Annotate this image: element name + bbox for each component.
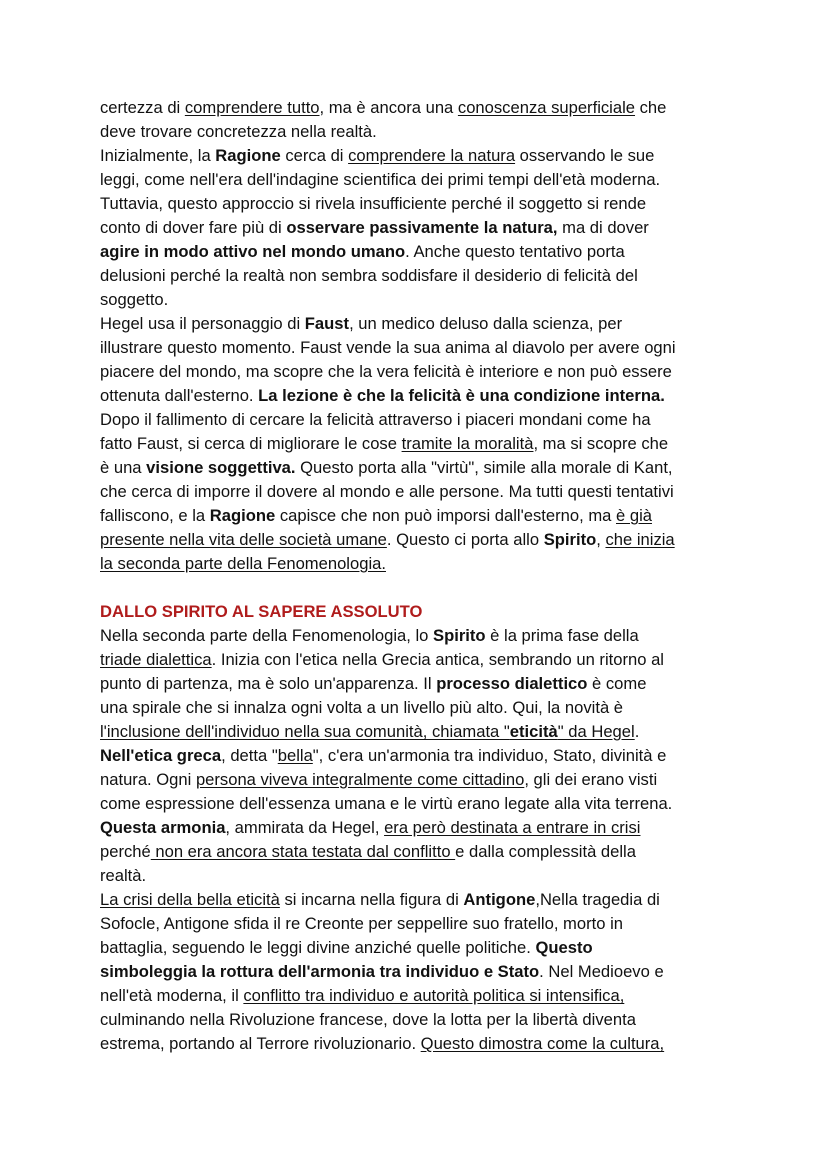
text-line — [100, 144, 740, 168]
bold-text: Faust — [304, 314, 350, 333]
text-run: ,Nella tragedia di — [535, 890, 660, 909]
text-run: ottenuta dall'esterno. — [100, 386, 259, 405]
text-run: è una — [100, 458, 147, 477]
underlined-text: che inizia — [605, 530, 675, 549]
text-run: , ammirata da Hegel, — [225, 818, 385, 837]
text-run: perché — [100, 842, 151, 861]
text-line — [100, 744, 740, 768]
text-line — [100, 408, 740, 432]
underlined-text: triade dialettica — [100, 650, 212, 669]
bold-text: agire in modo attivo nel mondo umano — [100, 242, 406, 261]
text-run: Questo porta alla "virtù", simile alla morale di Kant, — [295, 458, 673, 477]
underlined-text: è già — [616, 506, 652, 525]
text-run: Sofocle, Antigone sfida il re Creonte per seppellire suo fratello, morto in — [100, 914, 623, 933]
text-run: e dalla complessità della — [455, 842, 636, 861]
text-run: , gli dei erano visti — [524, 770, 658, 789]
text-run: estrema, portando al Terrore rivoluzionario. — [100, 1034, 421, 1053]
text-run: una spirale che si innalza ogni volta a un livello più alto. Qui, la novità è — [100, 698, 624, 717]
text-line — [100, 864, 740, 888]
text-run: è la prima fase della — [485, 626, 639, 645]
document-page — [100, 96, 740, 1056]
bold-text: Ragione — [209, 506, 276, 525]
text-line — [100, 312, 740, 336]
bold-text: osservare passivamente la natura, — [286, 218, 558, 237]
text-run: ", c'era un'armonia tra individuo, Stato, divinità e — [312, 746, 667, 765]
underlined-text: tramite la moralità — [401, 434, 534, 453]
bold-text: Spirito — [543, 530, 597, 549]
text-run: Inizialmente, la — [100, 146, 216, 165]
text-run: ma di dover — [557, 218, 649, 237]
text-run: realtà. — [100, 866, 147, 885]
bold-text: Nell'etica greca — [100, 746, 222, 765]
bold-text: Ragione — [215, 146, 281, 165]
text-line — [100, 192, 740, 216]
text-line — [100, 480, 740, 504]
text-run: nell'età moderna, il — [100, 986, 244, 1005]
underlined-text: era però destinata a entrare in crisi — [384, 818, 641, 837]
bold-text: Questo — [535, 938, 593, 957]
text-run: osservando le sue — [515, 146, 655, 165]
text-line — [100, 816, 740, 840]
text-line — [100, 288, 740, 312]
text-line — [100, 600, 740, 624]
underlined-text: conflitto tra individuo e autorità politica si intensifica, — [243, 986, 625, 1005]
text-line — [100, 384, 740, 408]
text-run: , ma si scopre che — [533, 434, 669, 453]
bold-text: simboleggia la rottura dell'armonia tra individuo e Stato — [100, 962, 540, 981]
text-line — [100, 648, 740, 672]
bold-underlined-text: eticità — [509, 722, 558, 741]
underlined-text: " da Hegel — [557, 722, 635, 741]
text-run: battaglia, seguendo le leggi divine anziché quelle politiche. — [100, 938, 536, 957]
text-run: Tuttavia, questo approccio si rivela insufficiente perché il soggetto si rende — [100, 194, 647, 213]
text-line — [100, 1032, 740, 1056]
text-run: , un medico deluso dalla scienza, per — [349, 314, 623, 333]
text-run: . Anche questo tentativo porta — [405, 242, 625, 261]
text-line — [100, 912, 740, 936]
bold-text: Antigone — [463, 890, 536, 909]
text-run: leggi, come nell'era dell'indagine scientifica dei primi tempi dell'età moderna. — [100, 170, 661, 189]
text-run: piacere del mondo, ma scopre che la vera felicità è interiore e non può essere — [100, 362, 672, 381]
text-line — [100, 936, 740, 960]
text-line — [100, 888, 740, 912]
underlined-text: comprendere la natura — [348, 146, 516, 165]
text-line — [100, 624, 740, 648]
text-run: falliscono, e la — [100, 506, 210, 525]
text-run: punto di partenza, ma è solo un'apparenza. Il — [100, 674, 437, 693]
text-run: natura. Ogni — [100, 770, 196, 789]
text-run: soggetto. — [100, 290, 169, 309]
text-line — [100, 456, 740, 480]
text-run: fatto Faust, si cerca di migliorare le cose — [100, 434, 402, 453]
underlined-text: l'inclusione dell'individuo nella sua comunità, chiamata " — [100, 722, 510, 741]
text-line — [100, 168, 740, 192]
text-run: delusioni perché la realtà non sembra soddisfare il desiderio di felicità del — [100, 266, 638, 285]
underlined-text: presente nella vita delle società umane — [100, 530, 387, 549]
text-run: culminando nella Rivoluzione francese, dove la lotta per la libertà diventa — [100, 1010, 636, 1029]
text-run: , ma è ancora una — [319, 98, 458, 117]
text-line — [100, 768, 740, 792]
bold-text: visione soggettiva. — [146, 458, 296, 477]
text-run: certezza di — [100, 98, 185, 117]
underlined-text: Questo dimostra come la cultura, — [420, 1034, 665, 1053]
bold-text: La lezione è che la felicità è una condizione interna. — [258, 386, 665, 405]
text-run: . Questo ci porta allo — [386, 530, 544, 549]
text-line — [100, 984, 740, 1008]
text-line — [100, 696, 740, 720]
text-line — [100, 336, 740, 360]
text-line — [100, 216, 740, 240]
bold-text: Questa armonia — [100, 818, 226, 837]
text-line — [100, 792, 740, 816]
text-run: . Nel Medioevo e — [539, 962, 664, 981]
text-run: come espressione dell'essenza umana e le virtù erano legate alla vita terrena. — [100, 794, 673, 813]
text-run: si incarna nella figura di — [279, 890, 464, 909]
bold-text: Spirito — [433, 626, 486, 645]
text-line — [100, 96, 740, 120]
text-run: conto di dover fare più di — [100, 218, 287, 237]
text-run: illustrare questo momento. Faust vende la sua anima al diavolo per avere ogni — [100, 338, 676, 357]
text-line — [100, 720, 740, 744]
underlined-text: non era ancora stata testata dal conflitto — [150, 842, 456, 861]
text-run: capisce che non può imporsi dall'esterno, ma — [275, 506, 616, 525]
paragraph-gap — [100, 576, 740, 600]
text-line — [100, 120, 740, 144]
text-run: . Inizia con l'etica nella Grecia antica, sembrando un ritorno al — [211, 650, 664, 669]
section-heading: DALLO SPIRITO AL SAPERE ASSOLUTO — [100, 602, 423, 621]
underlined-text: comprendere tutto — [184, 98, 320, 117]
text-line — [100, 264, 740, 288]
text-line — [100, 840, 740, 864]
text-line — [100, 432, 740, 456]
text-line — [100, 504, 740, 528]
underlined-text: persona viveva integralmente come cittadino — [195, 770, 525, 789]
text-run: che — [635, 98, 667, 117]
text-run: è come — [587, 674, 647, 693]
text-run: deve trovare concretezza nella realtà. — [100, 122, 377, 141]
text-run: Nella seconda parte della Fenomenologia, lo — [100, 626, 434, 645]
text-run: , detta " — [221, 746, 278, 765]
text-run: Hegel usa il personaggio di — [100, 314, 305, 333]
text-run: cerca di — [280, 146, 349, 165]
text-line — [100, 360, 740, 384]
bold-text: processo dialettico — [436, 674, 588, 693]
text-line — [100, 528, 740, 552]
text-line — [100, 552, 740, 576]
text-run: . — [634, 722, 640, 741]
underlined-text: conoscenza superficiale — [457, 98, 636, 117]
text-run: che cerca di imporre il dovere al mondo e alle persone. Ma tutti questi tentativi — [100, 482, 674, 501]
text-run: Dopo il fallimento di cercare la felicità attraverso i piaceri mondani come ha — [100, 410, 651, 429]
text-line — [100, 1008, 740, 1032]
underlined-text: bella — [277, 746, 313, 765]
text-line — [100, 960, 740, 984]
underlined-text: La crisi della bella eticità — [100, 890, 280, 909]
text-run: , — [596, 530, 606, 549]
underlined-text: la seconda parte della Fenomenologia. — [100, 554, 386, 573]
text-line — [100, 672, 740, 696]
text-line — [100, 240, 740, 264]
